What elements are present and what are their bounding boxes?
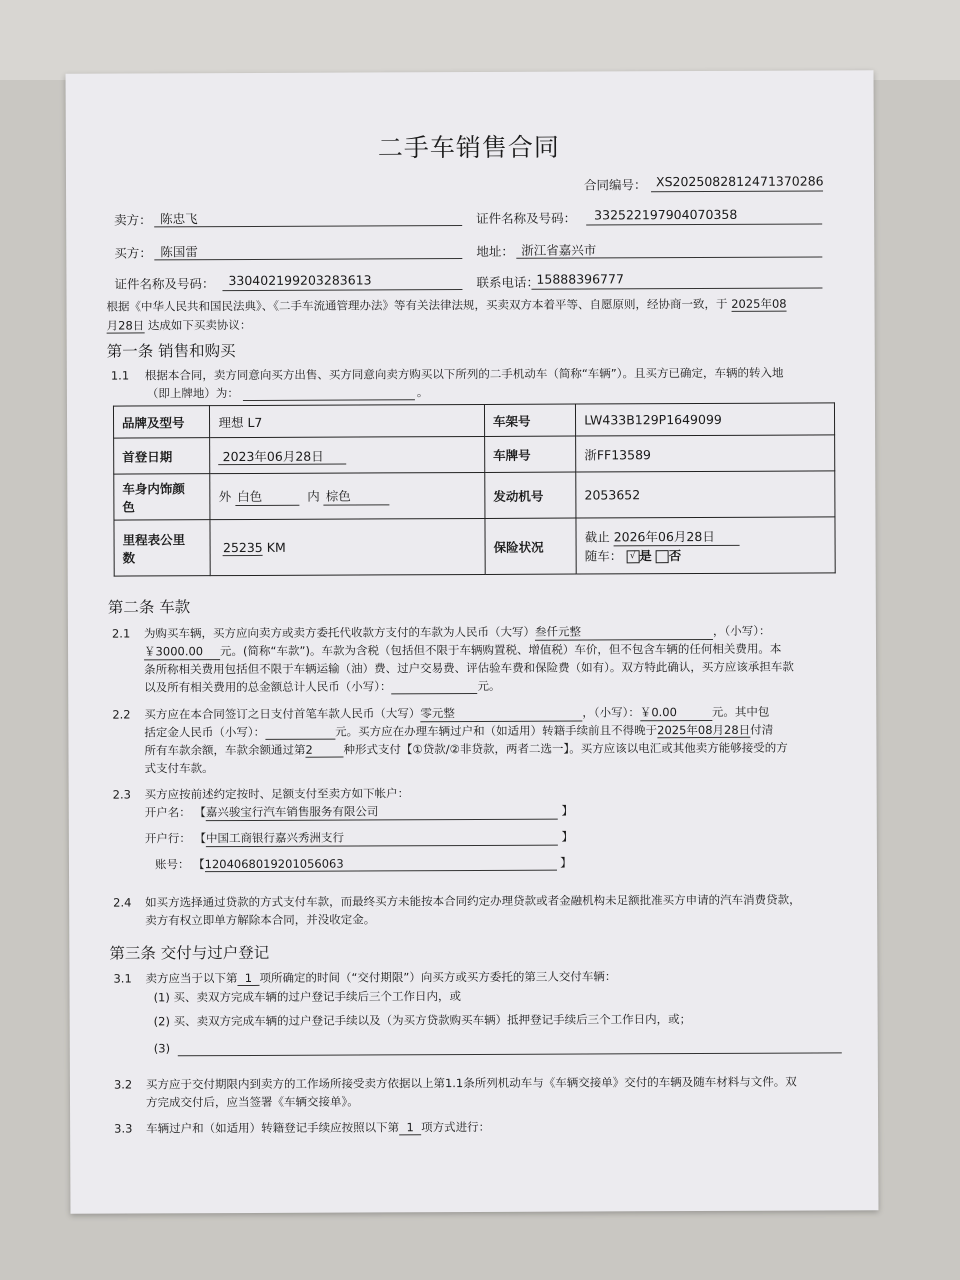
art2-1-yen: ￥3000.00 xyxy=(144,643,220,660)
article-3-title: 第三条 交付与过户登记 xyxy=(109,943,270,963)
art3-3-line xyxy=(146,1119,490,1137)
mileage-label-b: 数 xyxy=(122,549,136,566)
seller-label: 卖方： xyxy=(114,212,152,228)
phone-line xyxy=(531,287,822,289)
art2-2-line2 xyxy=(144,722,773,741)
buyer-id-label: 证件名称及号码： xyxy=(114,276,215,292)
reg-date-value: 2023年06月28日 xyxy=(219,448,346,465)
art2-2-line1 xyxy=(144,704,769,724)
bank-label: 开户行： xyxy=(144,831,191,846)
buyer-name: 陈国雷 xyxy=(160,244,198,260)
ins-with: 随车： xyxy=(584,548,623,564)
vehicle-table xyxy=(113,402,836,576)
plate-label: 车牌号 xyxy=(485,436,576,472)
art2-2-line3 xyxy=(144,740,787,759)
intro-date-b: 月28日 xyxy=(106,318,145,333)
art3-1-option-3: (3) xyxy=(153,1041,171,1056)
art2-3-no: 2.3 xyxy=(112,787,131,802)
buyer-label: 买方： xyxy=(114,245,152,261)
art2-1-line2 xyxy=(144,641,781,661)
bracket-right: 】 xyxy=(560,855,572,870)
art3-1-choice: 1 xyxy=(237,971,259,986)
art2-2-text-a: 买方应在本合同签订之日支付首笔车款人民币（大写） xyxy=(144,706,421,722)
seller-id-line xyxy=(586,223,822,225)
int-prefix: 内 xyxy=(307,488,320,504)
intro-text xyxy=(106,296,786,315)
contract-no-line xyxy=(651,190,823,192)
art2-1-line4 xyxy=(144,678,500,696)
art2-4-text-a: 如买方选择通过贷款的方式支付车款，而最终买方未能按本合同约定办理贷款或者金融机构未足额批准买方申请的汽车消费贷款， xyxy=(145,892,801,910)
bracket-left: 【 xyxy=(193,857,205,872)
art2-2-text-b: 括定金人民币（小写）： xyxy=(144,724,266,740)
art3-1-line1 xyxy=(145,968,616,986)
art2-3-text: 买方应按前述约定按时、足额支付至卖方如下帐户： xyxy=(144,786,410,802)
art2-2-yen: ￥0.00 xyxy=(640,704,712,721)
bracket-right: 】 xyxy=(561,829,574,844)
table-row xyxy=(113,403,834,438)
color-cell xyxy=(210,472,485,519)
art1-1-text-a: 根据本合同，卖方同意向买方出售、买方同意向卖方购买以下所列的二手机动车（简称“车辆”）。且买方已确定，车辆的转入地 xyxy=(144,365,784,383)
ins-prefix: 截止 xyxy=(584,529,610,545)
seller-line xyxy=(154,225,462,227)
insurance-label: 保险状况 xyxy=(485,518,576,574)
art3-2-text-a: 买方应于交付期限内到卖方的工作场所接受卖方依据以上第1.1条所列机动车与《车辆交接单》交付的车辆及随车材料与文件。双 xyxy=(145,1074,797,1092)
buyer-id: 330402199203283613 xyxy=(228,272,372,289)
account-no-row xyxy=(155,855,572,873)
bracket-left: 【 xyxy=(194,805,206,820)
art2-1-line1 xyxy=(144,623,771,643)
address-line xyxy=(516,256,822,258)
art2-1-no: 2.1 xyxy=(111,626,131,641)
address: 浙江省嘉兴市 xyxy=(521,242,597,258)
color-label xyxy=(114,474,211,520)
account-name-label: 开户名： xyxy=(144,805,191,820)
checkbox-no[interactable] xyxy=(656,550,669,563)
art3-3-choice: 1 xyxy=(399,1120,421,1135)
account-name-row xyxy=(145,803,573,822)
account-name: 嘉兴骏宝行汽车销售服务有限公司 xyxy=(206,803,558,822)
bank-row xyxy=(145,829,573,848)
int-color: 棕色 xyxy=(324,486,390,505)
art2-1-text-d: 以及所有相关费用的总金额总计人民币（小写）： xyxy=(144,679,392,695)
ins-date: 2026年06月28日 xyxy=(614,527,740,547)
art2-1-text-b: 元。(简称“车款”)。车款为含税（包括但不限于车辆购置税、增值税）车价，但不包含车辆的任何相关费用。本 xyxy=(220,641,782,659)
insurance-cell xyxy=(576,517,835,574)
mileage-label-a: 里程表公里 xyxy=(122,531,186,548)
article-1-title: 第一条 销售和购买 xyxy=(106,342,236,361)
document-title: 二手车销售合同 xyxy=(377,132,560,163)
seller-id: 332522197904070358 xyxy=(594,206,738,223)
phone-label: 联系电话： xyxy=(476,274,539,290)
art2-1-text-a: 为购买车辆，买方应向卖方或卖方委托代收款方支付的车款为人民币（大写） xyxy=(143,624,535,641)
art2-2-a-end: 元。其中包 xyxy=(711,704,770,719)
art1-1-text-b: （即上牌地）为： xyxy=(146,386,239,401)
mileage-label xyxy=(114,520,211,576)
art2-1-small-label: ，（小写）： xyxy=(712,623,771,638)
contract-no-label: 合同编号： xyxy=(583,177,647,193)
ins-no: 否 xyxy=(668,548,682,564)
intro-text-1: 根据《中华人民共和国民法典》、《二手车流通管理办法》等有关法律法规，买卖双方本着平等、自愿原则，经协商一致，于 xyxy=(106,296,728,314)
color-label-b: 色 xyxy=(122,498,135,515)
table-row xyxy=(114,435,835,474)
art2-2-text-d: 式支付车款。 xyxy=(144,761,214,776)
bracket-left: 【 xyxy=(194,831,207,846)
art3-1-no: 3.1 xyxy=(113,971,132,986)
mileage-value: 25235 xyxy=(222,539,263,556)
art3-1-option-2: (2) 买、卖双方完成车辆的过户登记手续以及（为买方贷款购买车辆）抵押登记手续后三个工作日内，或； xyxy=(153,1012,692,1029)
color-label-a: 车身内饰颜 xyxy=(122,480,185,497)
engine-value: 2053652 xyxy=(576,471,835,518)
art3-1-text-a: 卖方应当于以下第 xyxy=(145,971,238,986)
art2-2-text-c: 所有车款余额，车款余额通过第 xyxy=(144,742,306,758)
ins-yes: 是 xyxy=(639,548,652,564)
art2-1-text-c: 条所称相关费用包括但不限于车辆运输（油）费、过户交易费、评估验车费和保险费（如有）。双方特此确认，买方应该承担车款 xyxy=(144,659,794,677)
seller-name: 陈忠飞 xyxy=(160,211,198,227)
art3-2-no: 3.2 xyxy=(113,1077,133,1092)
account-no: 1204068019201056063 xyxy=(205,856,557,873)
mileage-cell xyxy=(210,518,485,575)
brand-label: 品牌及型号 xyxy=(113,406,210,438)
art2-2-no: 2.2 xyxy=(112,707,131,722)
contract-paper xyxy=(66,70,879,1214)
art2-2-choice: 2 xyxy=(305,743,343,758)
background xyxy=(0,0,960,80)
ext-color: 白色 xyxy=(235,487,299,506)
option-3-line xyxy=(178,1052,842,1056)
art3-2-text-b: 方完成交付后，应当签署《车辆交接单》。 xyxy=(145,1094,359,1110)
vin-label: 车架号 xyxy=(484,404,575,436)
buyer-line xyxy=(154,258,462,260)
intro-date-a: 2025年08 xyxy=(731,296,787,311)
art1-1-end: 。 xyxy=(416,385,429,400)
total-amount-line xyxy=(391,681,477,694)
intro-text-line2 xyxy=(107,317,252,334)
reg-date-label: 首登日期 xyxy=(114,438,211,474)
table-row xyxy=(114,517,835,576)
seller-id-label: 证件名称及号码： xyxy=(476,210,577,226)
art2-2-small-label: ，（小写）： xyxy=(582,705,640,720)
bank-name: 中国工商银行嘉兴秀洲支行 xyxy=(206,829,558,848)
intro-text-2: 达成如下买卖协议： xyxy=(147,317,252,333)
art2-2-upper: 零元整 xyxy=(420,705,582,723)
art2-2-date: 2025年08月28日 xyxy=(657,722,751,738)
bracket-right: 】 xyxy=(561,803,574,818)
article-2-title: 第二条 车款 xyxy=(107,598,191,617)
reg-date-cell xyxy=(210,436,485,473)
art2-1-upper: 叁仟元整 xyxy=(535,623,713,641)
brand-value: 理想 L7 xyxy=(210,404,485,437)
art2-1-d-end: 元。 xyxy=(477,678,501,693)
table-row xyxy=(114,471,835,520)
address-label: 地址： xyxy=(476,243,514,259)
deposit-line xyxy=(265,727,335,740)
engine-label: 发动机号 xyxy=(485,472,576,518)
art2-2-b-end: 付清 xyxy=(750,722,774,737)
phone: 15888396777 xyxy=(536,271,624,287)
art3-1-a-end: 项所确定的时间（“交付期限”）向买方或买方委托的第三人交付车辆： xyxy=(259,969,617,985)
account-no-label: 账号： xyxy=(154,857,190,872)
art1-1-no: 1.1 xyxy=(110,368,130,383)
mileage-unit: KM xyxy=(266,539,286,555)
registration-place-line xyxy=(243,399,415,401)
art3-3-no: 3.3 xyxy=(114,1121,133,1136)
ext-prefix: 外 xyxy=(218,489,232,505)
art2-4-text-b: 卖方有权立即单方解除本合同，并没收定金。 xyxy=(145,912,376,928)
art2-2-b-mid: 元。买方应在办理车辆过户和（如适用）转籍手续前且不得晚于 xyxy=(335,723,658,739)
art3-1-option-1: (1) 买、卖双方完成车辆的过户登记手续后三个工作日内，或 xyxy=(153,989,462,1005)
buyer-id-line xyxy=(222,289,462,291)
vin-value: LW433B129P1649099 xyxy=(576,403,835,436)
art3-3-a-end: 项方式进行： xyxy=(421,1119,491,1135)
art2-2-c-end: 种形式支付【①贷款/②非贷款，两者二选一】。买方应该以电汇或其他卖方能够接受的方 xyxy=(343,740,788,757)
plate-value: 浙FF13589 xyxy=(576,435,835,472)
art3-3-text-a: 车辆过户和（如适用）转籍登记手续应按照以下第 xyxy=(146,1120,400,1136)
checkbox-yes[interactable]: √ xyxy=(626,550,639,563)
contract-no: XS2025082812471370286 xyxy=(655,173,824,190)
art2-4-no: 2.4 xyxy=(113,895,132,910)
